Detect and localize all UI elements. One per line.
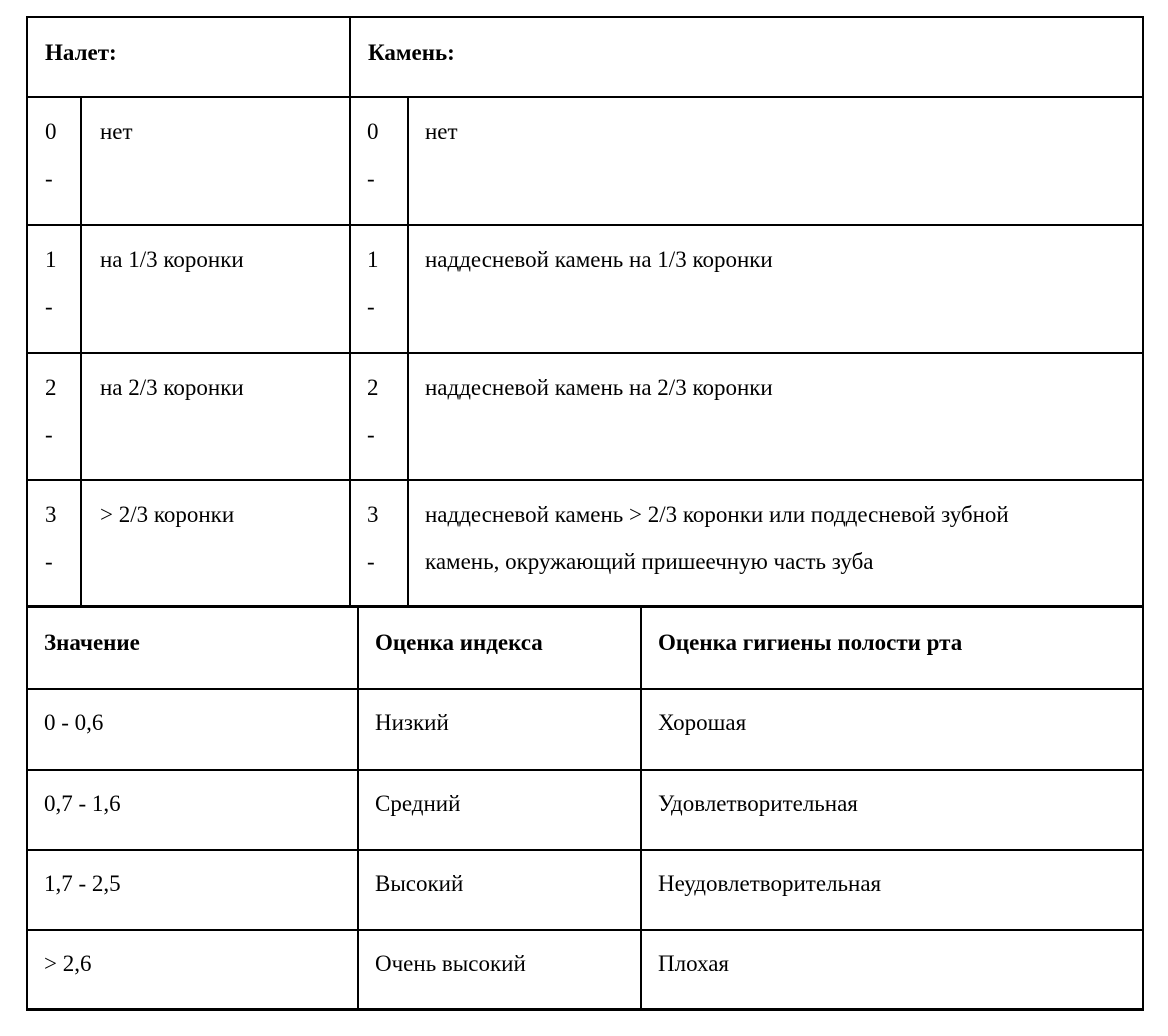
table-border <box>27 1008 1144 1011</box>
table-border <box>27 769 1144 771</box>
table-border <box>27 352 1144 354</box>
table-border <box>27 688 1144 690</box>
calculus-score: 2 <box>367 375 379 400</box>
table-border <box>27 929 1144 931</box>
plaque-dash: - <box>45 422 53 447</box>
plaque-dash: - <box>45 294 53 319</box>
value-cell: 1,7 - 2,5 <box>44 871 121 896</box>
value-header: Значение <box>44 630 140 655</box>
table-border <box>1142 16 1144 608</box>
calculus-score: 1 <box>367 247 379 272</box>
table-border <box>407 96 409 608</box>
calculus-desc: наддесневой камень на 2/3 коронки <box>425 375 773 400</box>
hygiene-rating-cell: Плохая <box>658 951 729 976</box>
index-rating-cell: Высокий <box>375 871 464 896</box>
plaque-score: 2 <box>45 375 57 400</box>
table-border <box>349 16 351 608</box>
value-cell: 0 - 0,6 <box>44 710 104 735</box>
hygiene-rating-cell: Хорошая <box>658 710 747 735</box>
calculus-score: 0 <box>367 119 379 144</box>
calculus-desc-line2: камень, окружающий пришеечную часть зуба <box>425 549 874 574</box>
table-border <box>27 16 1144 18</box>
calculus-score: 3 <box>367 502 379 527</box>
calculus-dash: - <box>367 166 375 191</box>
hygiene-rating-header: Оценка гигиены полости рта <box>658 630 963 655</box>
index-rating-cell: Средний <box>375 791 461 816</box>
table-border <box>27 849 1144 851</box>
plaque-score: 0 <box>45 119 57 144</box>
calculus-dash: - <box>367 422 375 447</box>
plaque-header: Налет: <box>45 40 117 65</box>
index-rating-cell: Низкий <box>375 710 449 735</box>
hygiene-rating-cell: Неудовлетворительная <box>658 871 882 896</box>
table-border <box>1142 606 1144 1011</box>
plaque-desc: нет <box>100 119 133 144</box>
plaque-score: 3 <box>45 502 57 527</box>
table-border <box>80 96 82 608</box>
plaque-dash: - <box>45 549 53 574</box>
table-border <box>27 224 1144 226</box>
index-rating-cell: Очень высокий <box>375 951 526 976</box>
table-border <box>26 606 28 1011</box>
calculus-dash: - <box>367 549 375 574</box>
hygiene-rating-cell: Удовлетворительная <box>658 791 858 816</box>
plaque-desc: на 1/3 коронки <box>100 247 244 272</box>
table-border <box>27 96 1144 98</box>
calculus-desc: нет <box>425 119 458 144</box>
plaque-desc: > 2/3 коронки <box>100 502 235 527</box>
calculus-dash: - <box>367 294 375 319</box>
calculus-desc: наддесневой камень на 1/3 коронки <box>425 247 773 272</box>
table-border <box>27 605 1144 608</box>
value-cell: 0,7 - 1,6 <box>44 791 121 816</box>
table-border <box>27 479 1144 481</box>
plaque-dash: - <box>45 166 53 191</box>
table-border <box>640 606 642 1011</box>
value-cell: > 2,6 <box>44 951 92 976</box>
plaque-desc: на 2/3 коронки <box>100 375 244 400</box>
calculus-desc-line1: наддесневой камень > 2/3 коронки или поддесневой зубной <box>425 502 1009 527</box>
plaque-score: 1 <box>45 247 57 272</box>
table-border <box>357 606 359 1011</box>
calculus-header: Камень: <box>368 40 455 65</box>
table-border <box>26 16 28 608</box>
index-rating-header: Оценка индекса <box>375 630 543 655</box>
